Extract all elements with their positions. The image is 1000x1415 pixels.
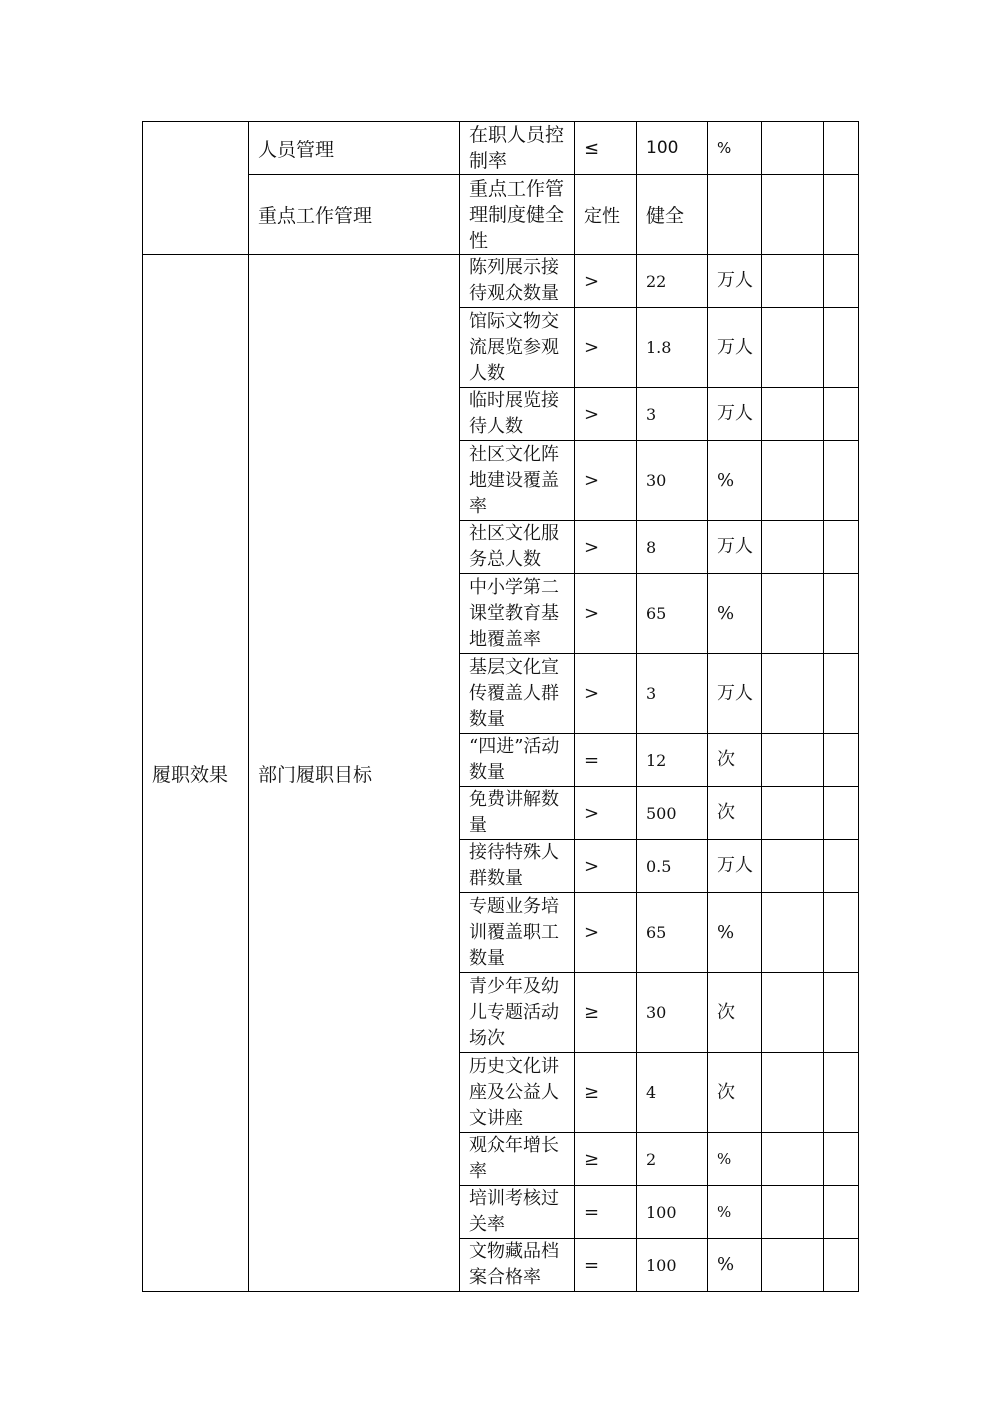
empty-cell [824, 521, 859, 574]
operator-cell: > [575, 308, 637, 388]
operator-cell: ≥ [575, 1053, 637, 1133]
empty-cell [762, 521, 824, 574]
unit-cell: 次 [708, 787, 762, 840]
operator-cell: = [575, 734, 637, 787]
value-cell: 2 [637, 1133, 708, 1186]
operator-cell: > [575, 441, 637, 521]
empty-cell [824, 255, 859, 308]
unit-cell: % [708, 441, 762, 521]
operator-cell: > [575, 255, 637, 308]
empty-cell [762, 388, 824, 441]
empty-cell [824, 308, 859, 388]
value-cell: 12 [637, 734, 708, 787]
operator-cell: > [575, 893, 637, 973]
table-row [143, 175, 859, 255]
unit-cell: 万人 [708, 255, 762, 308]
indicator-cell: 历史文化讲座及公益人文讲座 [460, 1053, 575, 1133]
empty-cell [824, 973, 859, 1053]
unit-cell: 万人 [708, 521, 762, 574]
operator-cell: > [575, 574, 637, 654]
indicator-cell: 馆际文物交流展览参观人数 [460, 308, 575, 388]
empty-cell [824, 734, 859, 787]
indicator-cell: “四进”活动数量 [460, 734, 575, 787]
empty-cell [824, 654, 859, 734]
empty-cell [762, 734, 824, 787]
category-cell: 履职效果 [143, 255, 249, 1292]
indicator-cell: 基层文化宣传覆盖人群数量 [460, 654, 575, 734]
value-cell: 65 [637, 574, 708, 654]
operator-cell: > [575, 787, 637, 840]
unit-cell: % [708, 1239, 762, 1292]
empty-cell [824, 893, 859, 973]
operator-cell: > [575, 654, 637, 734]
empty-cell [824, 388, 859, 441]
value-cell: 3 [637, 388, 708, 441]
operator-cell: ≥ [575, 973, 637, 1053]
indicator-cell: 专题业务培训覆盖职工数量 [460, 893, 575, 973]
table-row [143, 255, 859, 308]
empty-cell [762, 255, 824, 308]
empty-cell [824, 574, 859, 654]
empty-cell [824, 441, 859, 521]
indicator-cell: 在职人员控制率 [460, 122, 575, 175]
unit-cell: % [708, 893, 762, 973]
value-cell: 0.5 [637, 840, 708, 893]
indicator-cell: 文物藏品档案合格率 [460, 1239, 575, 1292]
unit-cell: 次 [708, 1053, 762, 1133]
empty-cell [762, 441, 824, 521]
indicator-cell: 培训考核过关率 [460, 1186, 575, 1239]
empty-cell [762, 787, 824, 840]
unit-cell: % [708, 574, 762, 654]
value-cell: 30 [637, 973, 708, 1053]
empty-cell [824, 1186, 859, 1239]
indicator-cell: 重点工作管理制度健全性 [460, 175, 575, 255]
indicator-cell: 临时展览接待人数 [460, 388, 575, 441]
performance-table [142, 121, 859, 1292]
empty-cell [762, 654, 824, 734]
operator-cell: 定性 [575, 175, 637, 255]
unit-cell: % [708, 1186, 762, 1239]
value-cell: 100 [637, 1186, 708, 1239]
table-row [143, 122, 859, 175]
empty-cell [762, 893, 824, 973]
empty-cell [824, 1133, 859, 1186]
empty-cell [762, 175, 824, 255]
unit-cell: 次 [708, 734, 762, 787]
empty-cell [824, 787, 859, 840]
value-cell: 4 [637, 1053, 708, 1133]
value-cell: 100 [637, 122, 708, 175]
empty-cell [762, 308, 824, 388]
operator-cell: ≥ [575, 1133, 637, 1186]
operator-cell: > [575, 521, 637, 574]
empty-cell [824, 175, 859, 255]
unit-cell: 次 [708, 973, 762, 1053]
value-cell: 1.8 [637, 308, 708, 388]
empty-cell [824, 840, 859, 893]
value-cell: 8 [637, 521, 708, 574]
empty-cell [762, 1186, 824, 1239]
category-cell [143, 122, 249, 255]
operator-cell: > [575, 388, 637, 441]
value-cell: 100 [637, 1239, 708, 1292]
value-cell: 健全 [637, 175, 708, 255]
unit-cell: % [708, 122, 762, 175]
empty-cell [762, 1133, 824, 1186]
indicator-cell: 观众年增长率 [460, 1133, 575, 1186]
unit-cell: 万人 [708, 654, 762, 734]
indicator-cell: 免费讲解数量 [460, 787, 575, 840]
subcategory-cell: 部门履职目标 [249, 255, 460, 1292]
value-cell: 65 [637, 893, 708, 973]
indicator-cell: 社区文化服务总人数 [460, 521, 575, 574]
empty-cell [762, 973, 824, 1053]
subcategory-cell: 重点工作管理 [249, 175, 460, 255]
operator-cell: > [575, 840, 637, 893]
empty-cell [762, 122, 824, 175]
value-cell: 22 [637, 255, 708, 308]
value-cell: 30 [637, 441, 708, 521]
empty-cell [824, 1239, 859, 1292]
empty-cell [762, 1053, 824, 1133]
empty-cell [762, 1239, 824, 1292]
empty-cell [824, 122, 859, 175]
indicator-cell: 青少年及幼儿专题活动场次 [460, 973, 575, 1053]
empty-cell [762, 840, 824, 893]
indicator-cell: 中小学第二课堂教育基地覆盖率 [460, 574, 575, 654]
unit-cell: % [708, 1133, 762, 1186]
unit-cell [708, 175, 762, 255]
indicator-cell: 接待特殊人群数量 [460, 840, 575, 893]
operator-cell: ≤ [575, 122, 637, 175]
empty-cell [762, 574, 824, 654]
operator-cell: = [575, 1186, 637, 1239]
unit-cell: 万人 [708, 308, 762, 388]
operator-cell: = [575, 1239, 637, 1292]
indicator-cell: 陈列展示接待观众数量 [460, 255, 575, 308]
indicator-cell: 社区文化阵地建设覆盖率 [460, 441, 575, 521]
unit-cell: 万人 [708, 840, 762, 893]
value-cell: 500 [637, 787, 708, 840]
value-cell: 3 [637, 654, 708, 734]
empty-cell [824, 1053, 859, 1133]
subcategory-cell: 人员管理 [249, 122, 460, 175]
unit-cell: 万人 [708, 388, 762, 441]
